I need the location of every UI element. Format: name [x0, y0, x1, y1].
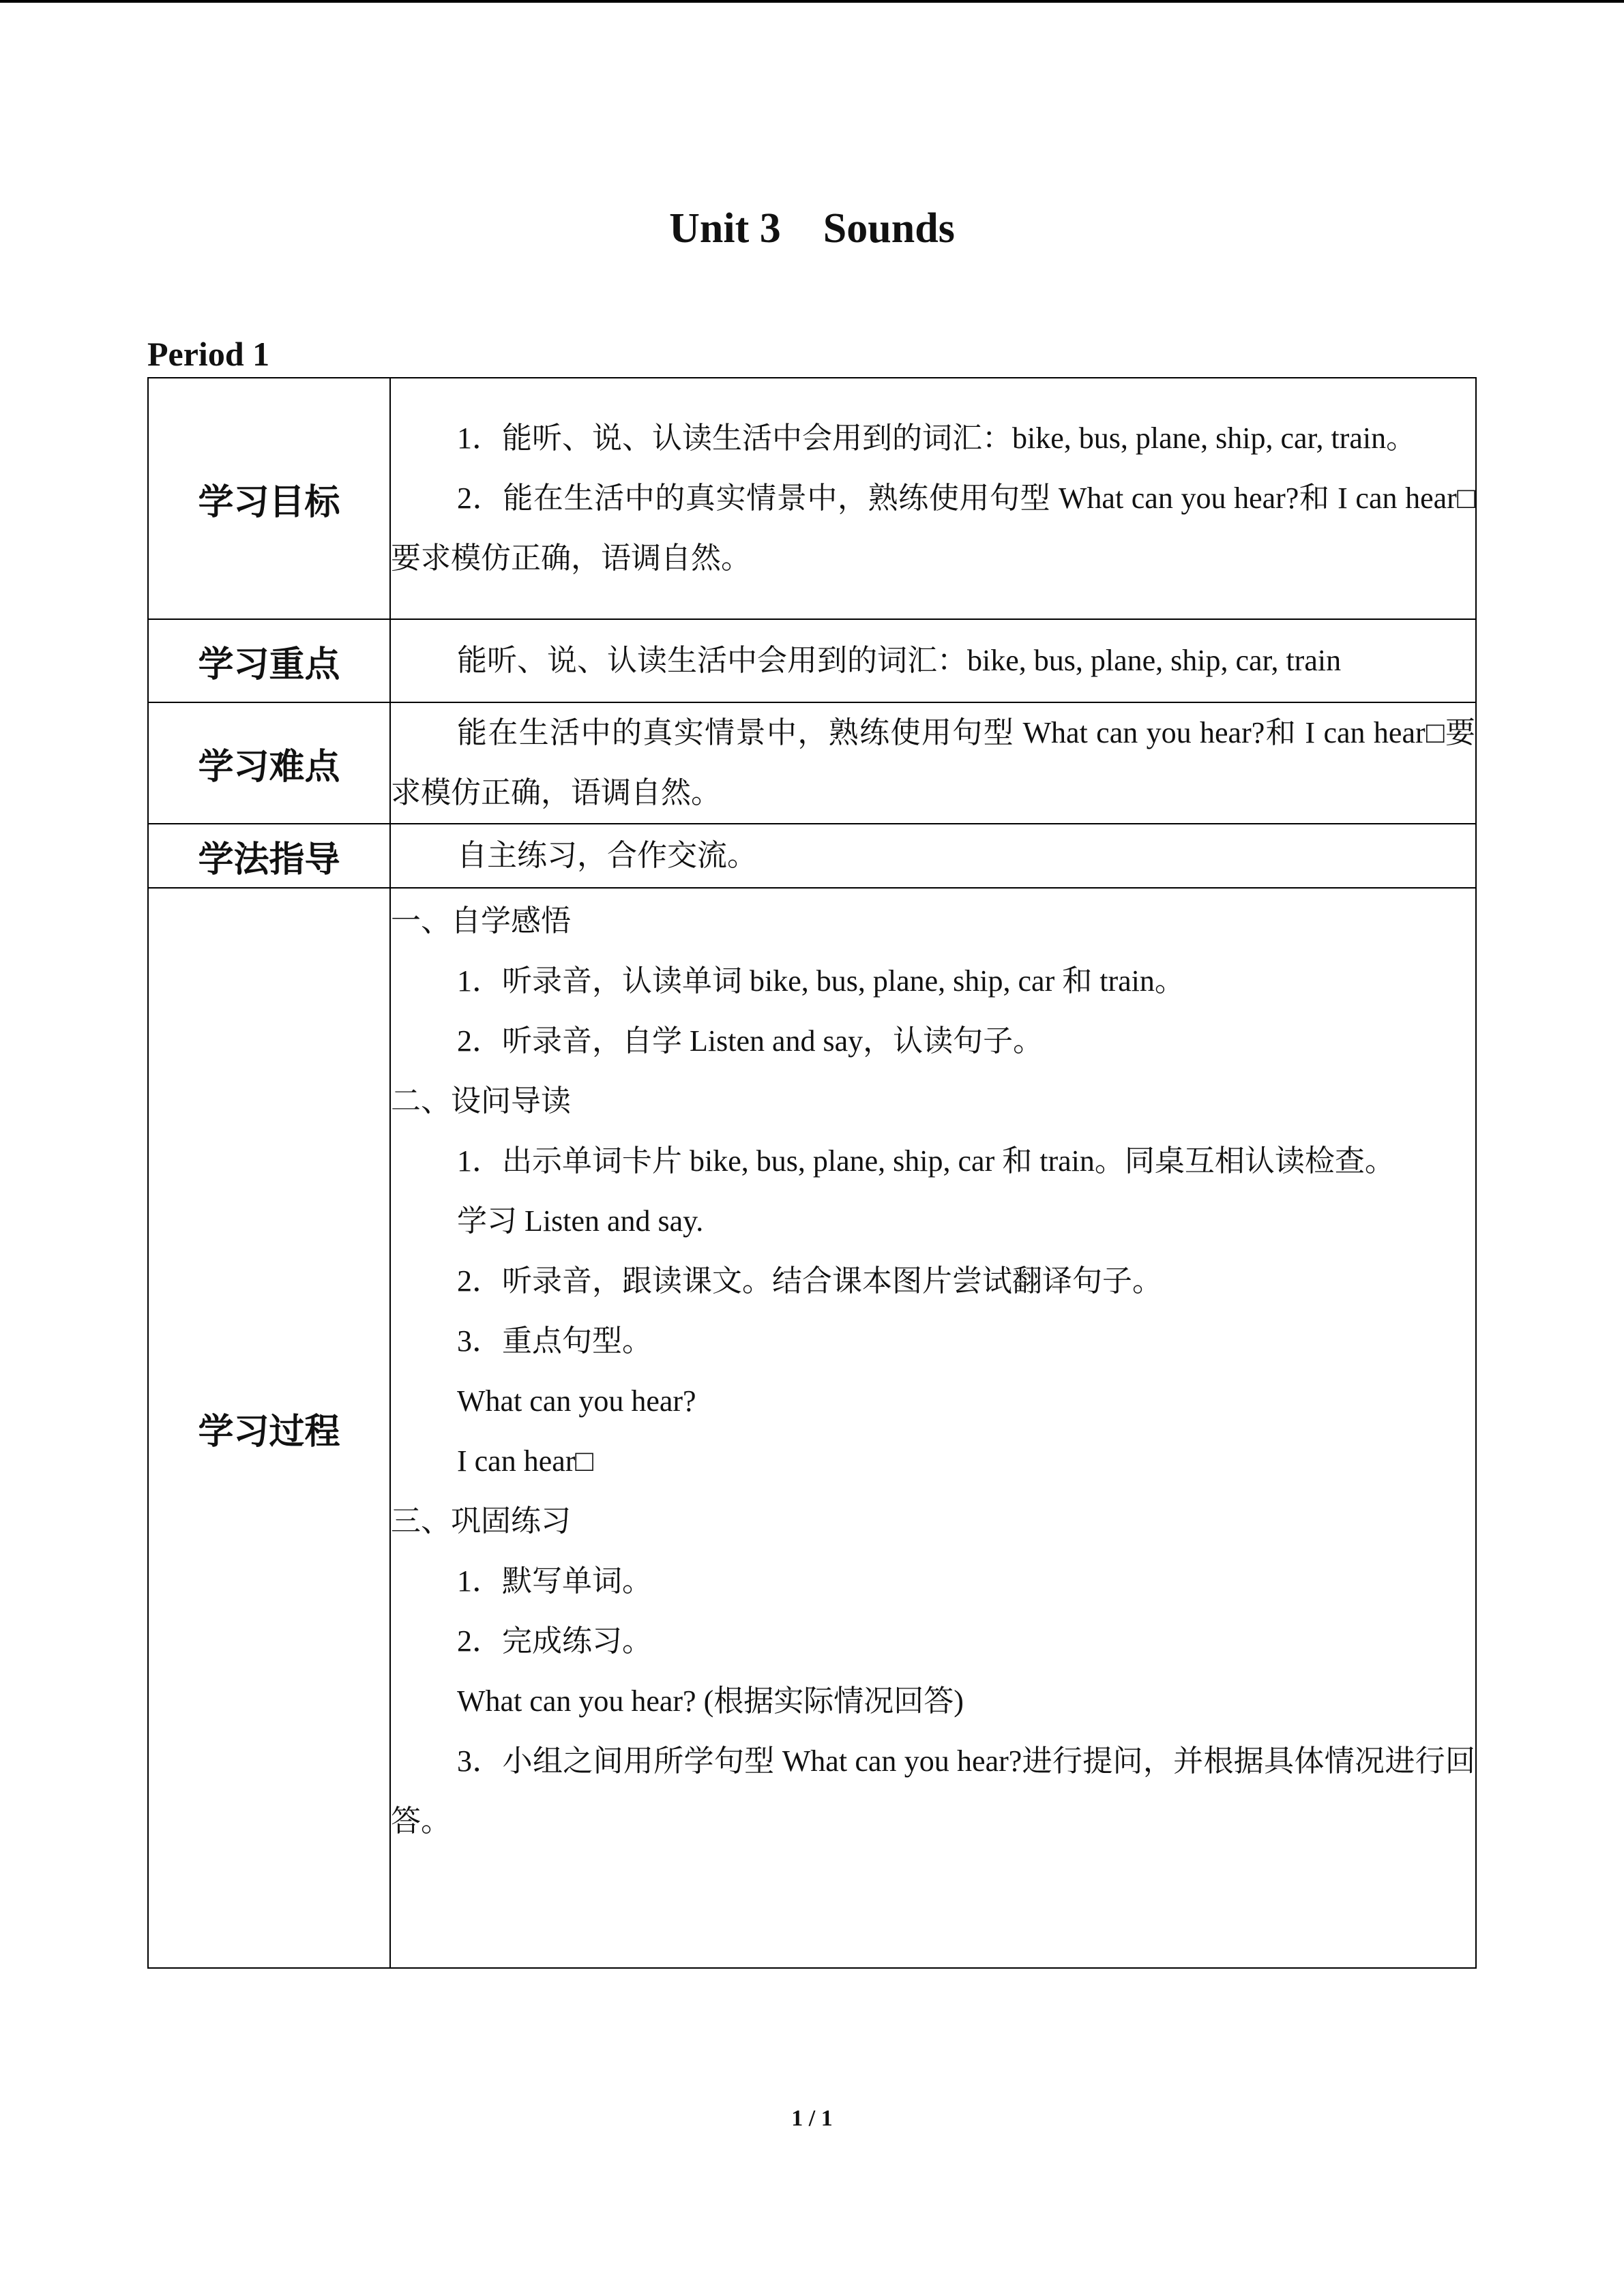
section-3-item-1: 1．默写单词。	[457, 1564, 652, 1598]
section-2-question: What can you hear?	[457, 1384, 696, 1418]
page-title: Unit 3 Sounds	[669, 205, 955, 252]
row-key-points	[148, 619, 1476, 702]
section-3-question: What can you hear? (根据实际情况回答)	[457, 1684, 964, 1718]
section-2-heading: 二、设问导读	[391, 1084, 571, 1118]
row-difficulties	[148, 702, 1476, 824]
section-2-answer: I can hear□	[457, 1444, 593, 1478]
content-objectives	[390, 378, 1476, 619]
row-method	[148, 824, 1476, 888]
label-objectives: 学习目标	[148, 378, 390, 619]
lesson-plan-table	[147, 377, 1477, 1969]
content-difficulties	[390, 702, 1476, 824]
section-2-study: 学习 Listen and say.	[457, 1204, 704, 1238]
label-method: 学法指导	[148, 824, 390, 888]
label-difficulties: 学习难点	[148, 702, 390, 824]
content-key-points	[390, 619, 1476, 702]
method-text: 自主练习，合作交流。	[457, 839, 757, 872]
top-border-line	[0, 0, 1624, 3]
label-key-points: 学习重点	[148, 619, 390, 702]
period-heading: Period 1	[147, 335, 270, 373]
key-point-text: 能听、说、认读生活中会用到的词汇：bike, bus, plane, ship, car, train	[457, 644, 1342, 677]
section-3-heading: 三、巩固练习	[391, 1504, 571, 1538]
content-process	[390, 888, 1476, 1968]
section-3-item-3: 3．小组之间用所学句型 What can you hear?进行提问，并根据具体情况进行回答。	[391, 1744, 1475, 1838]
section-2-item-2: 2．听录音，跟读课文。结合课本图片尝试翻译句子。	[457, 1264, 1162, 1298]
content-method	[390, 824, 1476, 888]
row-objectives	[148, 378, 1476, 619]
difficulty-text: 能在生活中的真实情景中，熟练使用句型 What can you hear?和 I can hear□要求模仿正确，语调自然。	[391, 716, 1475, 809]
label-process: 学习过程	[148, 888, 390, 1968]
section-1-heading: 一、自学感悟	[391, 904, 571, 938]
objective-2: 2．能在生活中的真实情景中，熟练使用句型 What can you hear?和 I can hear□要求模仿正确，语调自然。	[391, 481, 1475, 575]
section-2-item-3: 3．重点句型。	[457, 1324, 652, 1358]
section-2-item-1: 1．出示单词卡片 bike, bus, plane, ship, car 和 train。同桌互相认读检查。	[457, 1144, 1395, 1178]
objective-1: 1．能听、说、认读生活中会用到的词汇：bike, bus, plane, ship, car, train。	[457, 421, 1417, 455]
section-1-item-2: 2．听录音，自学 Listen and say，认读句子。	[457, 1024, 1044, 1058]
row-process	[148, 888, 1476, 1968]
page-number: 1 / 1	[791, 2106, 833, 2131]
section-1-item-1: 1．听录音，认读单词 bike, bus, plane, ship, car 和 train。	[457, 964, 1185, 998]
section-3-item-2: 2．完成练习。	[457, 1624, 652, 1658]
